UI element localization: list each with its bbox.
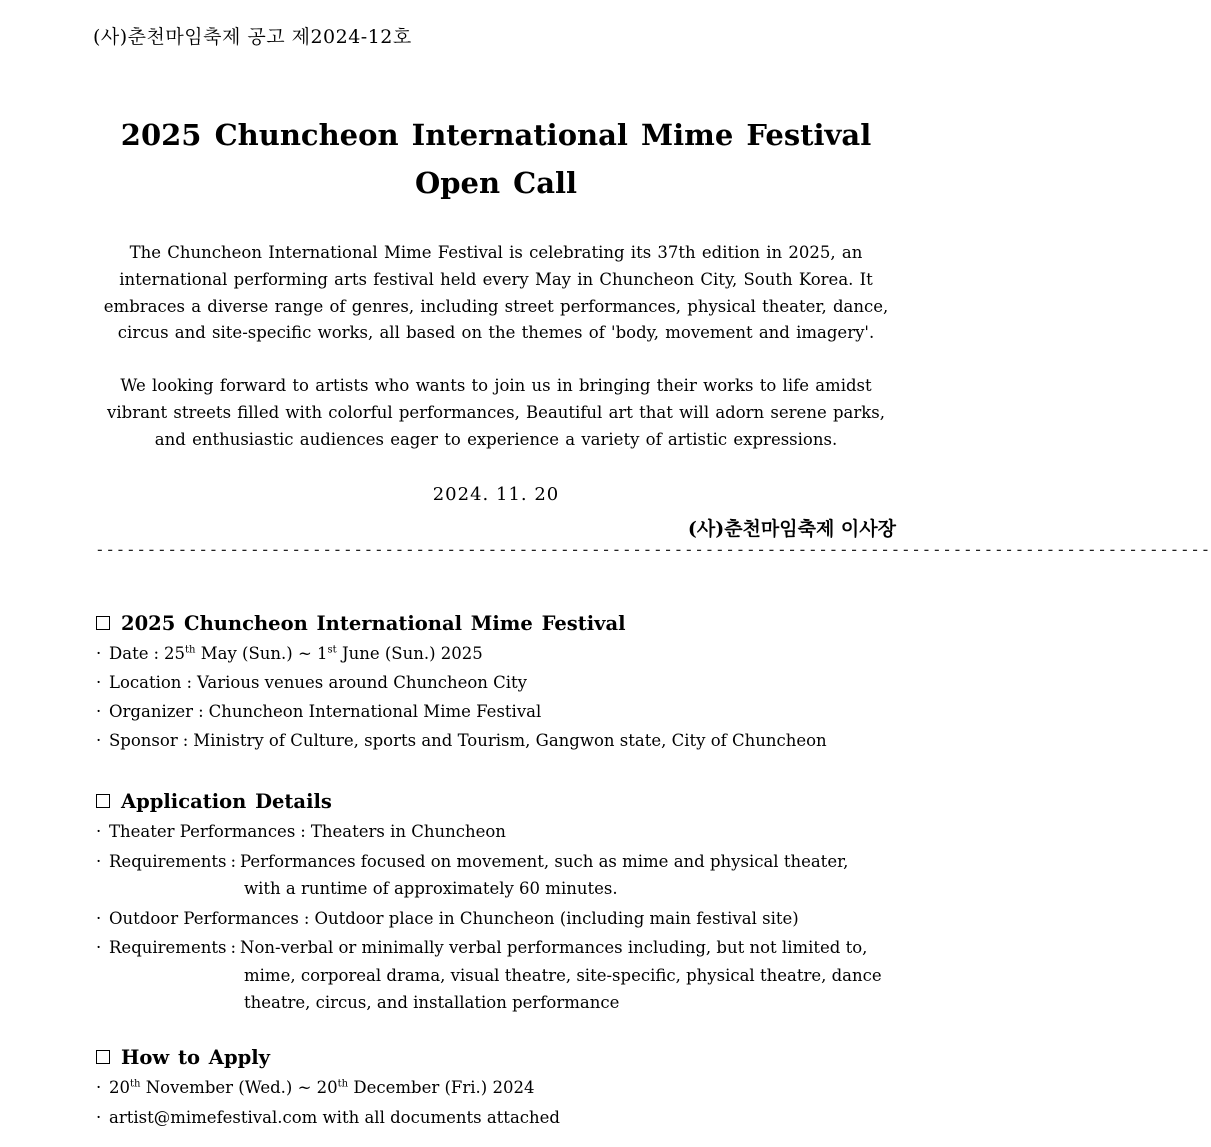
item-label: Requirements (109, 851, 227, 871)
item-value: Performances focused on movement, such as mime and physical theater, (240, 851, 849, 871)
colon: : (182, 731, 189, 750)
bullet-icon: · (96, 702, 102, 721)
section-application (96, 786, 916, 1016)
page-title: 2025 Chuncheon International Mime Festival (120, 118, 872, 152)
ordinal-suffix: st (327, 644, 337, 655)
checkbox-icon (96, 794, 110, 808)
colon: : (230, 938, 237, 957)
bullet-icon: · (96, 908, 102, 928)
checkbox-icon (96, 616, 110, 630)
bullet-icon: · (96, 643, 102, 663)
date-text: November (Wed.) ~ 20 (140, 1078, 338, 1097)
bullet-icon: · (96, 938, 102, 957)
item-label: Theater Performances (109, 822, 296, 841)
colon: : (153, 643, 160, 663)
notice-number: (사)춘천마임축제 공고 제2024-12호 (93, 26, 412, 48)
item-value: artist@mimefestival.com with all documents attached (109, 1107, 560, 1127)
intro-line: circus and site-specific works, all based on the themes of 'body, movement and imagery'. (117, 323, 875, 343)
list-item-outdoor (96, 903, 916, 933)
bullet-icon: · (96, 1107, 102, 1127)
ordinal-suffix: th (185, 644, 196, 655)
checkbox-icon (96, 1050, 110, 1064)
date-text: May (Sun.) ~ 1 (195, 643, 328, 663)
section-heading-text: 2025 Chuncheon International Mime Festival (121, 611, 626, 635)
item-label: Outdoor Performances (109, 908, 299, 928)
colon: : (198, 702, 204, 721)
ordinal-suffix: th (130, 1078, 141, 1090)
item-value: Outdoor place in Chuncheon (including main festival site) (314, 908, 799, 928)
colon: : (300, 822, 306, 841)
continuation-line: theatre, circus, and installation performance (244, 993, 620, 1012)
section-heading (96, 608, 916, 638)
section-heading-text: Application Details (121, 789, 332, 813)
item-value: Ministry of Culture, sports and Tourism, Gangwon state, City of Chuncheon (193, 731, 827, 750)
list-item-theater (96, 816, 916, 847)
item-label: Location (109, 673, 182, 692)
item-value: Non-verbal or minimally verbal performances including, but not limited to, (240, 938, 868, 957)
page-subtitle: Open Call (414, 166, 578, 200)
section-heading (96, 786, 916, 816)
divider-line: ------------------------------------------------------------------------------------------------------------ (95, 540, 1211, 559)
date-text: December (Fri.) 2024 (348, 1078, 535, 1097)
bullet-icon: · (96, 1078, 102, 1097)
list-item-organizer (96, 697, 916, 726)
item-value: Various venues around Chuncheon City (197, 673, 528, 692)
item-value (109, 1078, 534, 1097)
section-heading (96, 1042, 916, 1072)
date-text: June (Sun.) 2025 (336, 643, 483, 663)
intro-line: vibrant streets filled with colorful performances, Beautiful art that will adorn serene parks, (107, 402, 885, 422)
intro-paragraph-2 (100, 373, 892, 453)
item-label: Organizer (109, 702, 194, 721)
date-text: 25 (164, 643, 186, 663)
list-item-email (96, 1103, 916, 1131)
colon: : (186, 673, 192, 692)
item-value: Theaters in Chuncheon (310, 822, 506, 841)
section-heading-text: How to Apply (121, 1045, 270, 1069)
colon: : (230, 851, 237, 871)
continuation-line: with a runtime of approximately 60 minutes. (244, 879, 618, 898)
notice-date: 2024. 11. 20 (432, 484, 560, 505)
intro-line: international performing arts festival held every May in Chuncheon City, South Korea. It (119, 269, 873, 289)
list-item-outdoor-requirements (96, 933, 916, 962)
section-how-to-apply (96, 1042, 916, 1131)
intro-line: The Chuncheon International Mime Festival is celebrating its 37th edition in 2025, an (129, 243, 863, 262)
item-value: Chuncheon International Mime Festival (208, 702, 542, 721)
list-item-sponsor (96, 726, 916, 755)
item-value (164, 644, 483, 663)
bullet-icon: · (96, 731, 102, 750)
date-text: 20 (109, 1078, 130, 1097)
item-label: Requirements (109, 938, 227, 957)
continuation-line: mime, corporeal drama, visual theatre, site-specific, physical theatre, dance (244, 966, 882, 985)
list-item-period (96, 1072, 916, 1103)
list-item-location (96, 668, 916, 697)
list-item-theater-requirements (96, 847, 916, 875)
signer: (사)춘천마임축제 이사장 (687, 518, 896, 540)
bullet-icon: · (96, 851, 102, 871)
bullet-icon: · (96, 673, 102, 692)
list-item-date (96, 638, 916, 668)
intro-paragraph-1 (100, 240, 892, 347)
intro-line: embraces a diverse range of genres, including street performances, physical theater, dance, (103, 296, 889, 316)
section-festival (96, 608, 916, 755)
ordinal-suffix: th (337, 1078, 349, 1090)
bullet-icon: · (96, 822, 102, 841)
item-label: Date (109, 643, 149, 663)
item-label: Sponsor (109, 731, 178, 750)
colon: : (303, 908, 310, 928)
intro-line: and enthusiastic audiences eager to experience a variety of artistic expressions. (154, 429, 838, 449)
intro-line: We looking forward to artists who wants to join us in bringing their works to life amidst (120, 376, 872, 395)
